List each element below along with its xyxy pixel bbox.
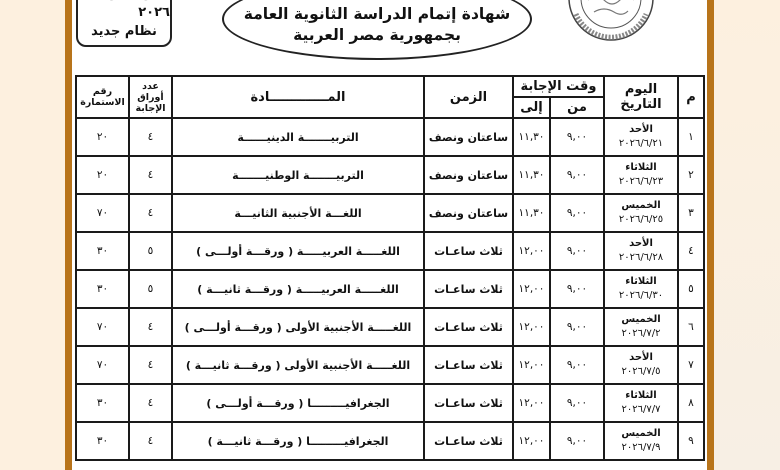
row-subject: اللغـــــة العربيـــــة ( ورقـــة أولـــى ) xyxy=(172,232,424,270)
row-to-time: ١٢,٠٠ xyxy=(513,346,550,384)
row-sheets: ٥ xyxy=(129,270,172,308)
row-day: الخميس xyxy=(621,200,661,211)
row-index: ٧ xyxy=(678,346,704,384)
row-sheets: ٤ xyxy=(129,118,172,156)
col-index-header: م xyxy=(678,76,704,118)
col-form-no-header: رقم الاستمارة xyxy=(76,76,129,118)
row-date: ٢٠٢٦/٧/٢ xyxy=(621,328,661,339)
row-index: ٣ xyxy=(678,194,704,232)
row-duration: ثلاث ساعـات xyxy=(424,346,513,384)
row-from-time: ٩,٠٠ xyxy=(550,384,604,422)
row-duration: ساعتان ونصف xyxy=(424,194,513,232)
row-date: ٢٠٢٦/٦/٢٣ xyxy=(618,176,664,187)
row-date: ٢٠٢٦/٦/٣٠ xyxy=(618,290,664,301)
table-row xyxy=(76,308,704,346)
col-date-label: التاريخ xyxy=(620,97,662,112)
row-date: ٢٠٢٦/٧/٧ xyxy=(621,404,661,415)
col-day-date-header xyxy=(604,76,678,118)
row-sheets: ٤ xyxy=(129,194,172,232)
row-from-time: ٩,٠٠ xyxy=(550,156,604,194)
row-duration: ساعتان ونصف xyxy=(424,118,513,156)
row-sheets: ٤ xyxy=(129,422,172,460)
country-subtitle: بجمهورية مصر العربية xyxy=(293,26,461,44)
row-day-date xyxy=(604,384,678,422)
row-index: ٩ xyxy=(678,422,704,460)
row-from-time: ٩,٠٠ xyxy=(550,422,604,460)
row-to-time: ١١,٣٠ xyxy=(513,118,550,156)
row-index: ٤ xyxy=(678,232,704,270)
row-form-no: ٧٠ xyxy=(76,346,129,384)
col-answer-time-header: وقت الإجابة xyxy=(513,76,604,97)
row-day: الخميس xyxy=(621,428,661,439)
row-form-no: ٢٠ xyxy=(76,156,129,194)
row-sheets: ٥ xyxy=(129,232,172,270)
row-day-date xyxy=(604,156,678,194)
row-to-time: ١١,٣٠ xyxy=(513,194,550,232)
row-form-no: ٣٠ xyxy=(76,270,129,308)
row-form-no: ٣٠ xyxy=(76,232,129,270)
row-date: ٢٠٢٦/٧/٥ xyxy=(621,366,661,377)
row-sheets: ٤ xyxy=(129,308,172,346)
row-duration: ساعتان ونصف xyxy=(424,156,513,194)
row-form-no: ٣٠ xyxy=(76,422,129,460)
row-subject: التربيـــــــة الوطنيـــــــة xyxy=(172,156,424,194)
row-duration: ثلاث ساعـات xyxy=(424,270,513,308)
row-from-time: ٩,٠٠ xyxy=(550,194,604,232)
row-day: الأحد xyxy=(629,124,653,135)
row-from-time: ٩,٠٠ xyxy=(550,346,604,384)
row-day-date xyxy=(604,422,678,460)
row-form-no: ٧٠ xyxy=(76,194,129,232)
row-subject: اللغـــة الأجنبية الثانيـــة xyxy=(172,194,424,232)
table-row xyxy=(76,118,704,156)
row-sheets: ٤ xyxy=(129,384,172,422)
row-subject: الجغرافيـــــــــا ( ورقـــة ثانيـــة ) xyxy=(172,422,424,460)
row-to-time: ١٢,٠٠ xyxy=(513,384,550,422)
table-row xyxy=(76,422,704,460)
row-subject: اللغـــــة العربيـــــة ( ورقـــة ثانيـــة ) xyxy=(172,270,424,308)
col-to-header: إلى xyxy=(513,97,550,118)
row-day: الثلاثاء xyxy=(625,162,657,173)
table-row xyxy=(76,232,704,270)
row-to-time: ١٢,٠٠ xyxy=(513,422,550,460)
row-from-time: ٩,٠٠ xyxy=(550,118,604,156)
background-right xyxy=(714,0,780,470)
row-day: الأحد xyxy=(629,352,653,363)
row-day-date xyxy=(604,346,678,384)
col-from-header: من xyxy=(550,97,604,118)
col-subject-header: المـــــــــــــادة xyxy=(172,76,424,118)
row-form-no: ٧٠ xyxy=(76,308,129,346)
row-subject: اللغـــــة الأجنبية الأولى ( ورقـــة ثانيـــة ) xyxy=(172,346,424,384)
row-date: ٢٠٢٦/٧/٩ xyxy=(621,442,661,453)
row-day-date xyxy=(604,308,678,346)
table-row xyxy=(76,270,704,308)
row-sheets: ٤ xyxy=(129,156,172,194)
row-index: ٦ xyxy=(678,308,704,346)
row-day-date xyxy=(604,118,678,156)
row-day: الخميس xyxy=(621,314,661,325)
row-day: الثلاثاء xyxy=(625,390,657,401)
table-row xyxy=(76,384,704,422)
table-row xyxy=(76,194,704,232)
row-index: ٢ xyxy=(678,156,704,194)
row-duration: ثلاث ساعـات xyxy=(424,232,513,270)
row-subject: اللغـــــة الأجنبية الأولى ( ورقـــة أولـــى ) xyxy=(172,308,424,346)
exam-round-label: ٢٠٢٦ xyxy=(138,5,170,20)
row-form-no: ٣٠ xyxy=(76,384,129,422)
row-subject: الجغرافيـــــــــا ( ورقـــة أولـــى ) xyxy=(172,384,424,422)
row-from-time: ٩,٠٠ xyxy=(550,232,604,270)
row-duration: ثلاث ساعـات xyxy=(424,308,513,346)
exam-round-box xyxy=(76,0,172,47)
row-day-date xyxy=(604,270,678,308)
row-subject: التربيـــــــة الدينيــــــة xyxy=(172,118,424,156)
row-duration: ثلاث ساعـات xyxy=(424,422,513,460)
table-row xyxy=(76,156,704,194)
row-sheets: ٤ xyxy=(129,346,172,384)
row-index: ٥ xyxy=(678,270,704,308)
row-date: ٢٠٢٦/٦/٢٥ xyxy=(618,214,664,225)
certificate-title: شهادة إتمام الدراسة الثانوية العامة xyxy=(243,5,511,23)
row-day: الثلاثاء xyxy=(625,276,657,287)
row-duration: ثلاث ساعـات xyxy=(424,384,513,422)
row-index: ١ xyxy=(678,118,704,156)
row-date: ٢٠٢٦/٦/٢١ xyxy=(618,138,664,149)
table-row xyxy=(76,346,704,384)
row-day-date xyxy=(604,232,678,270)
col-day-label: اليوم xyxy=(624,82,658,97)
row-index: ٨ xyxy=(678,384,704,422)
row-form-no: ٢٠ xyxy=(76,118,129,156)
exam-schedule-table xyxy=(75,75,705,461)
row-to-time: ١٢,٠٠ xyxy=(513,270,550,308)
row-day: الأحد xyxy=(629,238,653,249)
row-to-time: ١٢,٠٠ xyxy=(513,232,550,270)
col-duration-header: الزمن xyxy=(424,76,513,118)
col-sheets-header: عدد أوراق الإجابة xyxy=(129,76,172,118)
row-to-time: ١٢,٠٠ xyxy=(513,308,550,346)
row-from-time: ٩,٠٠ xyxy=(550,270,604,308)
row-day-date xyxy=(604,194,678,232)
system-label: نظام جديد xyxy=(91,24,157,39)
row-from-time: ٩,٠٠ xyxy=(550,308,604,346)
row-to-time: ١١,٣٠ xyxy=(513,156,550,194)
ministry-seal-icon xyxy=(566,0,656,50)
row-date: ٢٠٢٦/٦/٢٨ xyxy=(618,252,664,263)
